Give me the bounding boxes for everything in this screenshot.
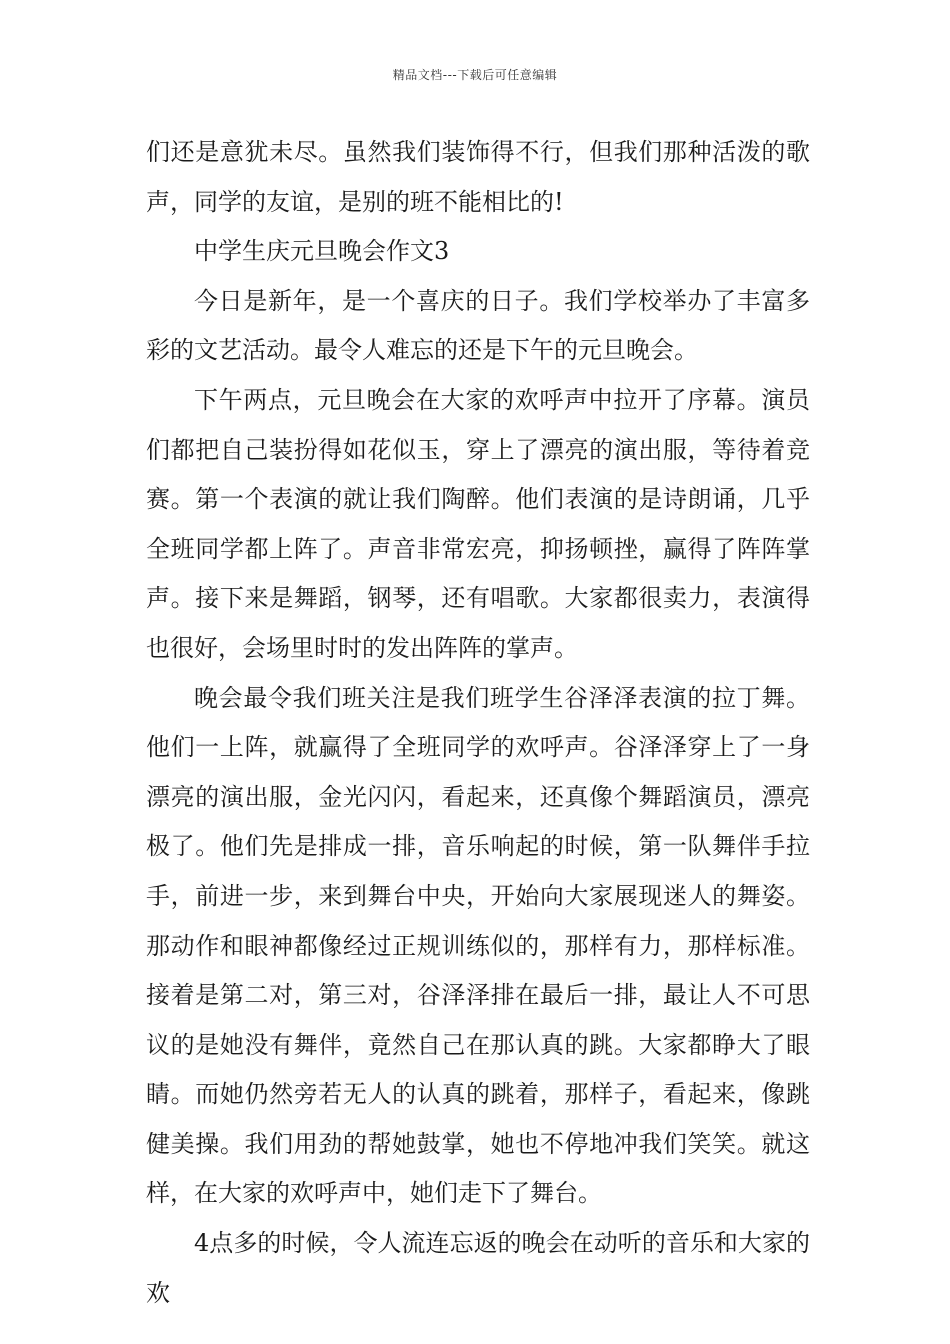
section-heading: 中学生庆元旦晚会作文3 xyxy=(194,237,450,266)
paragraph: 今日是新年，是一个喜庆的日子。我们学校举办了丰富多彩的文艺活动。最令人难忘的还是下午的元旦晚会。 xyxy=(146,286,810,365)
paragraph: 4点多的时候，令人流连忘返的晚会在动听的音乐和大家的欢 xyxy=(146,1229,810,1307)
document-body xyxy=(146,128,810,1318)
paragraph: 下午两点，元旦晚会在大家的欢呼声中拉开了序幕。演员们都把自己装扮得如花似玉，穿上了漂亮的演出服，等待着竞赛。第一个表演的就让我们陶醉。他们表演的是诗朗诵，几乎全班同学都上阵了。声音非常宏亮，抑扬顿挫，赢得了阵阵掌声。接下来是舞蹈，钢琴，还有唱歌。大家都很卖力，表演得也很好，会场里时时的发出阵阵的掌声。 xyxy=(146,385,810,662)
paragraph: 晚会最令我们班关注是我们班学生谷泽泽表演的拉丁舞。他们一上阵，就赢得了全班同学的欢呼声。谷泽泽穿上了一身漂亮的演出服，金光闪闪，看起来，还真像个舞蹈演员，漂亮极了。他们先是排成一排，音乐响起的时候，第一队舞伴手拉手，前进一步，来到舞台中央，开始向大家展现迷人的舞姿。那动作和眼神都像经过正规训练似的，那样有力，那样标准。接着是第二对，第三对，谷泽泽排在最后一排，最让人不可思议的是她没有舞伴，竟然自己在那认真的跳。大家都睁大了眼睛。而她仍然旁若无人的认真的跳着，那样子，看起来，像跳健美操。我们用劲的帮她鼓掌，她也不停地冲我们笑笑。就这样，在大家的欢呼声中，她们走下了舞台。 xyxy=(146,683,810,1208)
page-header: 精品文档---下载后可任意编辑 xyxy=(392,68,558,82)
paragraph: 们还是意犹未尽。虽然我们装饰得不行，但我们那种活泼的歌声，同学的友谊，是别的班不能相比的! xyxy=(146,138,810,216)
